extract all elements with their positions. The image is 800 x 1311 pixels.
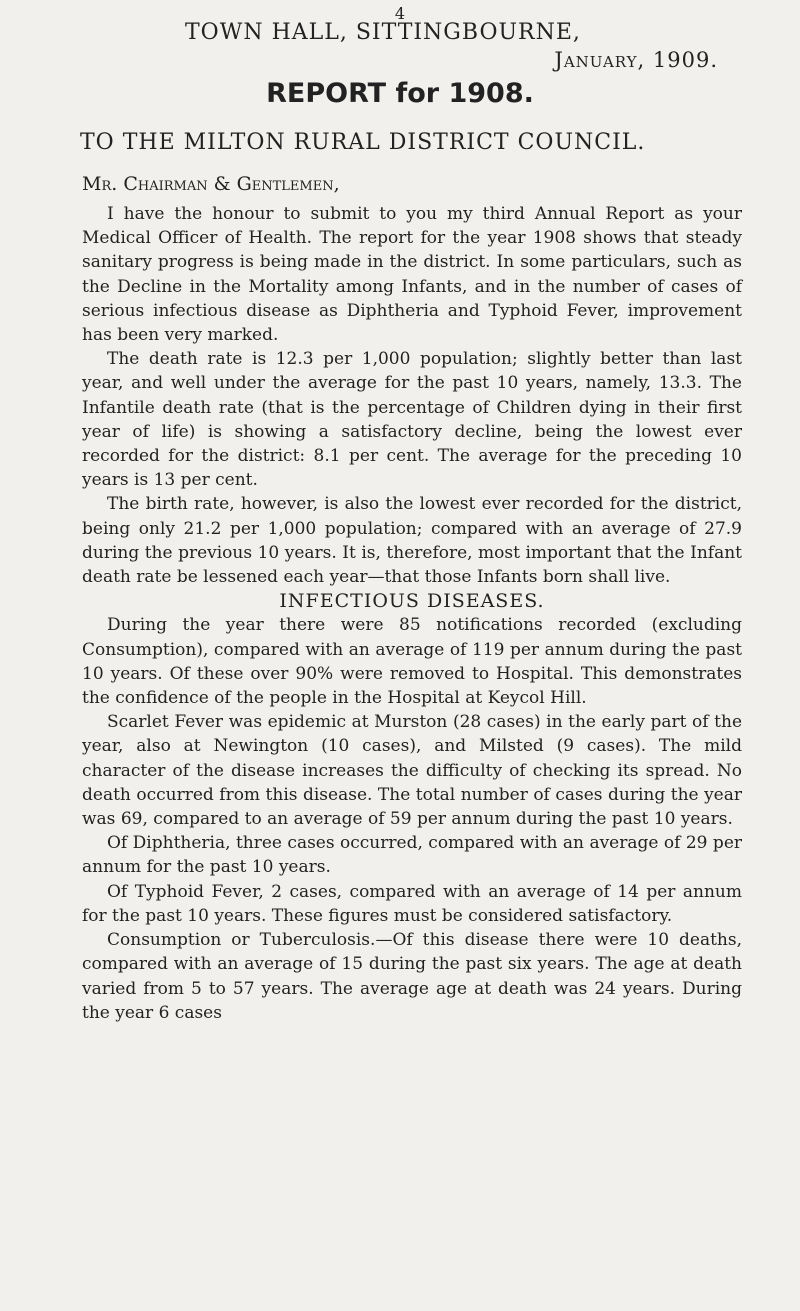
paragraph: Of Typhoid Fever, 2 cases, compared with an average of 14 per annum for the past 10 years. These figures must be considered satisfactory. <box>82 881 742 926</box>
report-title: REPORT for 1908. <box>266 78 534 109</box>
address-line: TOWN HALL, SITTINGBOURNE, <box>185 20 581 45</box>
paragraph: The birth rate, however, is also the lowest ever recorded for the district, being only 21.2 per 1,000 population; compared with an average of 27.9 during the previous 10 years. It is, therefore, most important that the Infant death rate be lessened each year—that those Infants born shall live. <box>82 494 742 588</box>
paragraph: Consumption or Tuberculosis.—Of this disease there were 10 deaths, compared with an average of 15 during the past six years. The age at death varied from 5 to 57 years. The average age at death was 24 years. During the year 6 cases <box>82 930 742 1023</box>
salutation: Mr. Chairman & Gentlemen, <box>82 173 340 195</box>
date-line: January, 1909. <box>554 48 718 72</box>
paragraph: Scarlet Fever was epidemic at Murston (28 cases) in the early part of the year, also at Newington (10 cases), and Milsted (9 cases). The mild character of the disease increases the difficulty of checking its spread. No death occurred from this disease. The total number of cases during the year was 69, compared to an average of 59 per annum during the past 10 years. <box>82 712 742 830</box>
report-body <box>82 202 742 1025</box>
paragraph: I have the honour to submit to you my third Annual Report as your Medical Officer of Health. The report for the year 1908 shows that steady sanitary progress is being made in the district. In some particulars, such as the Decline in the Mortality among Infants, and in the number of cases of serious infectious disease as Diphtheria and Typhoid Fever, improvement has been very marked. <box>82 204 742 346</box>
section-heading: INFECTIOUS DISEASES. <box>279 590 545 613</box>
paragraph: During the year there were 85 notifications recorded (excluding Consumption), compared with an average of 119 per annum during the past 10 years. Of these over 90% were removed to Hospital. This demonstrates the confidence of the people in the Hospital at Keycol Hill. <box>82 615 742 709</box>
paragraph: The death rate is 12.3 per 1,000 population; slightly better than last year, and well under the average for the past 10 years, namely, 13.3. The Infantile death rate (that is the percentage of Children dying in their first year of life) is showing a satisfactory decline, being the lowest ever recorded for the district: 8.1 per cent. The average for the preceding 10 years is 13 per cent. <box>82 349 742 491</box>
page-number: 4 <box>394 4 406 23</box>
paragraph: Of Diphtheria, three cases occurred, compared with an average of 29 per annum for the past 10 years. <box>82 833 742 878</box>
council-heading: TO THE MILTON RURAL DISTRICT COUNCIL. <box>80 130 646 155</box>
